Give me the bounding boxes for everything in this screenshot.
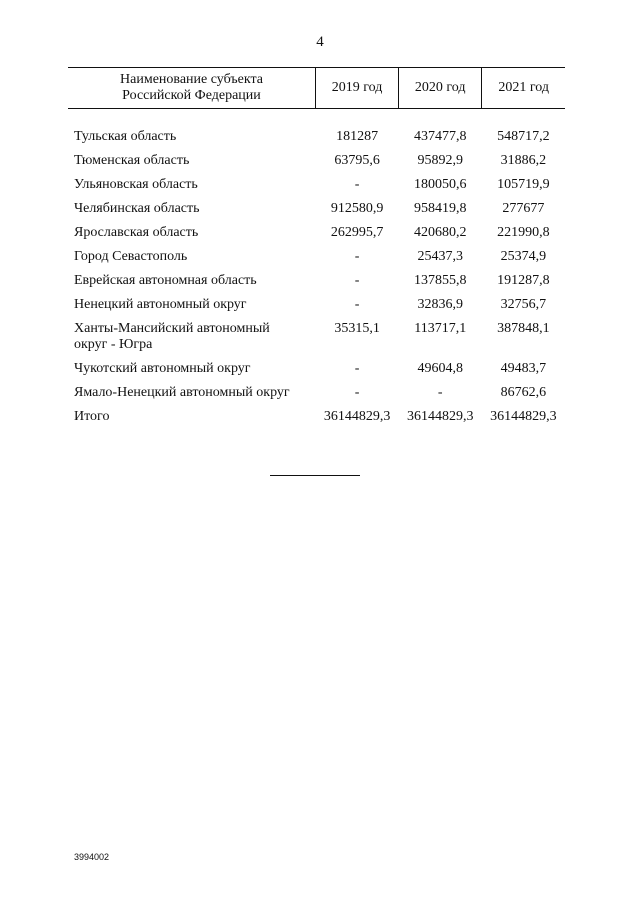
row-value-2021: 277677 xyxy=(502,201,545,216)
row-value-2021: 548717,2 xyxy=(497,129,550,144)
budget-table xyxy=(68,67,565,429)
row-name: Тульская область xyxy=(74,129,177,144)
row-name: Ульяновская область xyxy=(74,177,198,192)
row-value-2021: 105719,9 xyxy=(497,177,550,192)
row-value-2019: - xyxy=(354,385,360,400)
header-2019: 2019 год xyxy=(315,68,398,109)
data-table xyxy=(68,67,565,429)
row-value-2020: 137855,8 xyxy=(413,273,467,288)
row-name-line2: округ - Югра xyxy=(74,337,153,352)
row-name: Ненецкий автономный округ xyxy=(74,297,247,312)
row-value-2021: 387848,1 xyxy=(497,321,550,336)
row-value-2020: 49604,8 xyxy=(417,361,463,376)
row-value-2020: 180050,6 xyxy=(413,177,467,192)
row-value-2021: 221990,8 xyxy=(497,225,550,240)
table-row xyxy=(68,197,565,221)
header-subject-line1: Наименование субъекта xyxy=(120,72,263,87)
row-name: Челябинская область xyxy=(74,201,200,216)
page-number: 4 xyxy=(316,34,324,50)
row-name: Еврейская автономная область xyxy=(74,273,257,288)
row-value-2019: - xyxy=(354,273,360,288)
row-value-2019: - xyxy=(354,249,360,264)
table-row xyxy=(68,317,565,357)
row-value-2020: 437477,8 xyxy=(413,129,467,144)
row-value-2019: 63795,6 xyxy=(334,153,380,168)
row-value-2019: - xyxy=(354,361,360,376)
row-value-2020: 25437,3 xyxy=(417,249,463,264)
row-value-2019: - xyxy=(354,177,360,192)
row-value-2021: 86762,6 xyxy=(500,385,547,400)
header-subject-name xyxy=(68,68,315,109)
row-value-2020: 958419,8 xyxy=(413,201,467,216)
row-value-2019: - xyxy=(354,297,360,312)
table-row xyxy=(68,221,565,245)
table-row xyxy=(68,357,565,381)
total-row xyxy=(68,405,565,429)
row-value-2019: 912580,9 xyxy=(330,201,384,216)
row-value-2020: 32836,9 xyxy=(417,297,463,312)
row-value-2020: 95892,9 xyxy=(417,153,463,168)
row-value-2021: 191287,8 xyxy=(497,273,550,288)
table-row xyxy=(68,125,565,149)
row-name: Тюменская область xyxy=(74,153,190,168)
row-name xyxy=(68,317,315,357)
row-name-line1: Ханты-Мансийский автономный xyxy=(74,321,270,336)
row-name: Ямало-Ненецкий автономный округ xyxy=(74,385,290,400)
row-value-2019: 36144829,3 xyxy=(323,409,391,424)
table-row xyxy=(68,293,565,317)
separator-line xyxy=(270,475,360,476)
table-row xyxy=(68,149,565,173)
row-value-2021: 36144829,3 xyxy=(490,409,557,424)
row-name: Чукотский автономный округ xyxy=(74,361,251,376)
header-subject-line2: Российской Федерации xyxy=(122,88,261,103)
row-value-2021: 25374,9 xyxy=(500,249,547,264)
row-value-2019: 181287 xyxy=(336,129,379,144)
row-value-2019: 262995,7 xyxy=(330,225,384,240)
header-row xyxy=(68,68,565,109)
table-row xyxy=(68,173,565,197)
row-value-2019: 35315,1 xyxy=(334,321,380,336)
row-value-2020: 420680,2 xyxy=(413,225,467,240)
row-value-2020: - xyxy=(437,385,443,400)
document-code: 3994002 xyxy=(74,852,110,862)
row-value-2020: 113717,1 xyxy=(414,321,467,336)
row-name: Ярославская область xyxy=(74,225,199,240)
table-row xyxy=(68,381,565,405)
row-name: Итого xyxy=(74,409,110,424)
table-row xyxy=(68,245,565,269)
row-value-2021: 32756,7 xyxy=(500,297,547,312)
row-value-2021: 49483,7 xyxy=(500,361,547,376)
header-2021: 2021 год xyxy=(482,68,565,109)
header-2020: 2020 год xyxy=(399,68,482,109)
row-value-2020: 36144829,3 xyxy=(406,409,474,424)
row-value-2021: 31886,2 xyxy=(500,153,547,168)
row-name: Город Севастополь xyxy=(74,249,188,264)
table-row xyxy=(68,269,565,293)
